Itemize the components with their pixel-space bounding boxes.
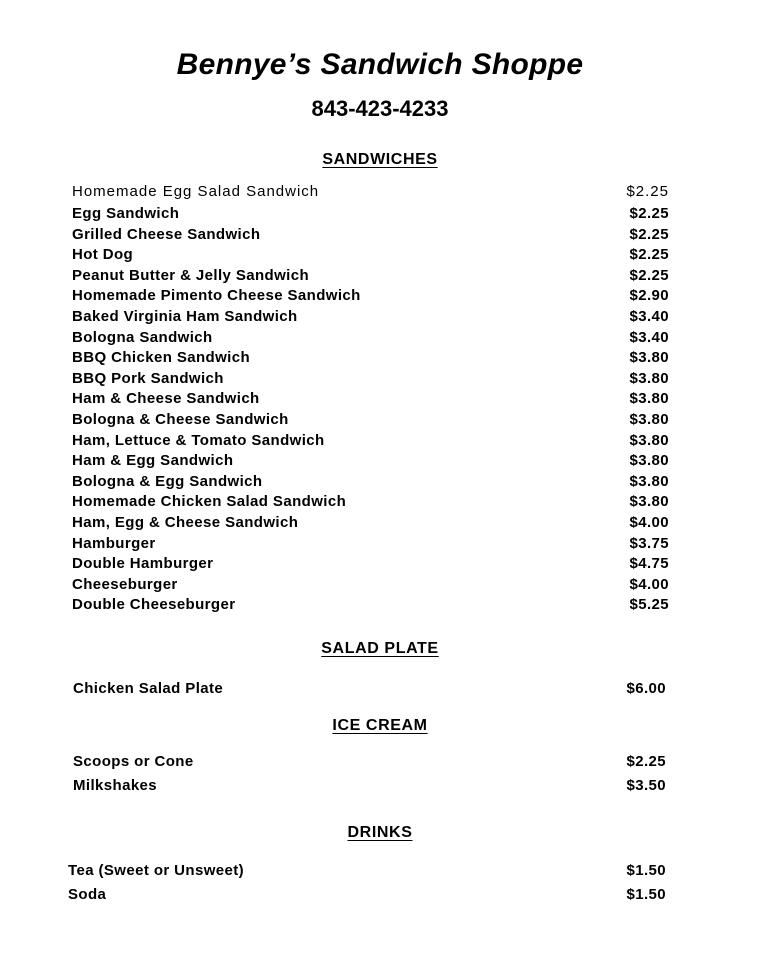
drinks-heading: DRINKS	[347, 824, 413, 841]
sandwiches-heading: SANDWICHES	[322, 151, 438, 168]
menu-item-price: $2.90	[629, 287, 669, 305]
salad-plate-heading: SALAD PLATE	[321, 640, 439, 657]
menu-item-price: $3.75	[629, 534, 669, 552]
menu-item-name: Grilled Cheese Sandwich	[72, 225, 261, 243]
menu-item-price: $5.25	[629, 596, 669, 614]
menu-item-price: $1.50	[626, 862, 666, 879]
menu-item-name: Baked Virginia Ham Sandwich	[72, 307, 298, 325]
menu-item	[0, 308, 760, 329]
menu-item	[0, 753, 760, 777]
menu-item-name: BBQ Chicken Sandwich	[72, 349, 251, 367]
menu-item	[0, 473, 760, 494]
menu-item-price: $3.50	[626, 777, 666, 794]
menu-item	[0, 390, 760, 411]
ice-cream-list	[0, 753, 760, 801]
menu-item	[0, 205, 760, 226]
menu-item-price: $3.40	[629, 307, 669, 325]
menu-item-name: Homemade Chicken Salad Sandwich	[72, 493, 347, 511]
menu-item-name: Double Cheeseburger	[72, 596, 236, 614]
menu-item	[0, 862, 760, 886]
menu-item-name: Homemade Pimento Cheese Sandwich	[72, 287, 361, 305]
menu-item	[0, 183, 760, 205]
menu-item-price: $3.80	[629, 390, 669, 408]
menu-item	[0, 576, 760, 597]
menu-item-price: $3.80	[629, 349, 669, 367]
salad-plate-list	[0, 680, 760, 701]
menu-item	[0, 535, 760, 556]
menu-item-name: Hot Dog	[72, 246, 134, 264]
menu-item	[0, 886, 760, 910]
menu-item-name: Ham & Cheese Sandwich	[72, 390, 260, 408]
menu-item	[0, 493, 760, 514]
menu-item-price: $2.25	[626, 753, 666, 770]
menu-item-name: Ham, Lettuce & Tomato Sandwich	[72, 431, 325, 449]
menu-item-name: Cheeseburger	[72, 575, 178, 593]
menu-item-price: $3.40	[629, 328, 669, 346]
menu-item	[0, 777, 760, 801]
menu-item-price: $1.50	[626, 886, 666, 903]
menu-item	[0, 680, 760, 701]
menu-item-name: Scoops or Cone	[73, 753, 194, 770]
menu-item	[0, 514, 760, 535]
menu-item-name: Bologna Sandwich	[72, 328, 213, 346]
menu-item-name: Hamburger	[72, 534, 156, 552]
menu-item-price: $3.80	[629, 493, 669, 511]
menu-item-name: Homemade Egg Salad Sandwich	[72, 183, 320, 200]
menu-item-price: $2.25	[626, 183, 669, 200]
menu-item	[0, 452, 760, 473]
menu-item	[0, 349, 760, 370]
menu-item-name: Milkshakes	[73, 777, 158, 794]
menu-item-price: $6.00	[626, 680, 666, 697]
menu-item-name: Tea (Sweet or Unsweet)	[68, 862, 245, 879]
menu-item-price: $3.80	[629, 472, 669, 490]
menu-item	[0, 596, 760, 617]
menu-item	[0, 555, 760, 576]
menu-item-price: $3.80	[629, 410, 669, 428]
menu-item-price: $3.80	[629, 369, 669, 387]
menu-item-name: BBQ Pork Sandwich	[72, 369, 224, 387]
menu-item	[0, 246, 760, 267]
menu-item-price: $2.25	[629, 266, 669, 284]
menu-item-name: Peanut Butter & Jelly Sandwich	[72, 266, 310, 284]
menu-item-name: Bologna & Cheese Sandwich	[72, 410, 289, 428]
menu-item-price: $2.25	[629, 225, 669, 243]
menu-item-name: Ham, Egg & Cheese Sandwich	[72, 513, 299, 531]
menu-item-price: $2.25	[629, 205, 669, 222]
menu-item	[0, 226, 760, 247]
menu-item	[0, 287, 760, 308]
menu-item-name: Soda	[68, 886, 107, 903]
menu-item	[0, 411, 760, 432]
menu-item-name: Ham & Egg Sandwich	[72, 452, 234, 470]
menu-item	[0, 432, 760, 453]
shop-title: Bennye’s Sandwich Shoppe	[176, 48, 584, 81]
menu-item-price: $4.75	[629, 555, 669, 573]
menu-item-price: $3.80	[629, 431, 669, 449]
menu-item-name: Double Hamburger	[72, 555, 214, 573]
menu-item	[0, 370, 760, 391]
menu-item-name: Chicken Salad Plate	[73, 680, 224, 697]
drinks-list	[0, 862, 760, 910]
ice-cream-heading: ICE CREAM	[332, 717, 428, 734]
phone-number: 843-423-4233	[311, 96, 449, 121]
sandwiches-list	[0, 183, 760, 617]
menu-item-name: Egg Sandwich	[72, 205, 180, 222]
menu-item-price: $4.00	[629, 575, 669, 593]
menu-item-price: $4.00	[629, 513, 669, 531]
menu-item	[0, 329, 760, 350]
menu-item-name: Bologna & Egg Sandwich	[72, 472, 263, 490]
menu-item	[0, 267, 760, 288]
menu-item-price: $3.80	[629, 452, 669, 470]
menu-item-price: $2.25	[629, 246, 669, 264]
